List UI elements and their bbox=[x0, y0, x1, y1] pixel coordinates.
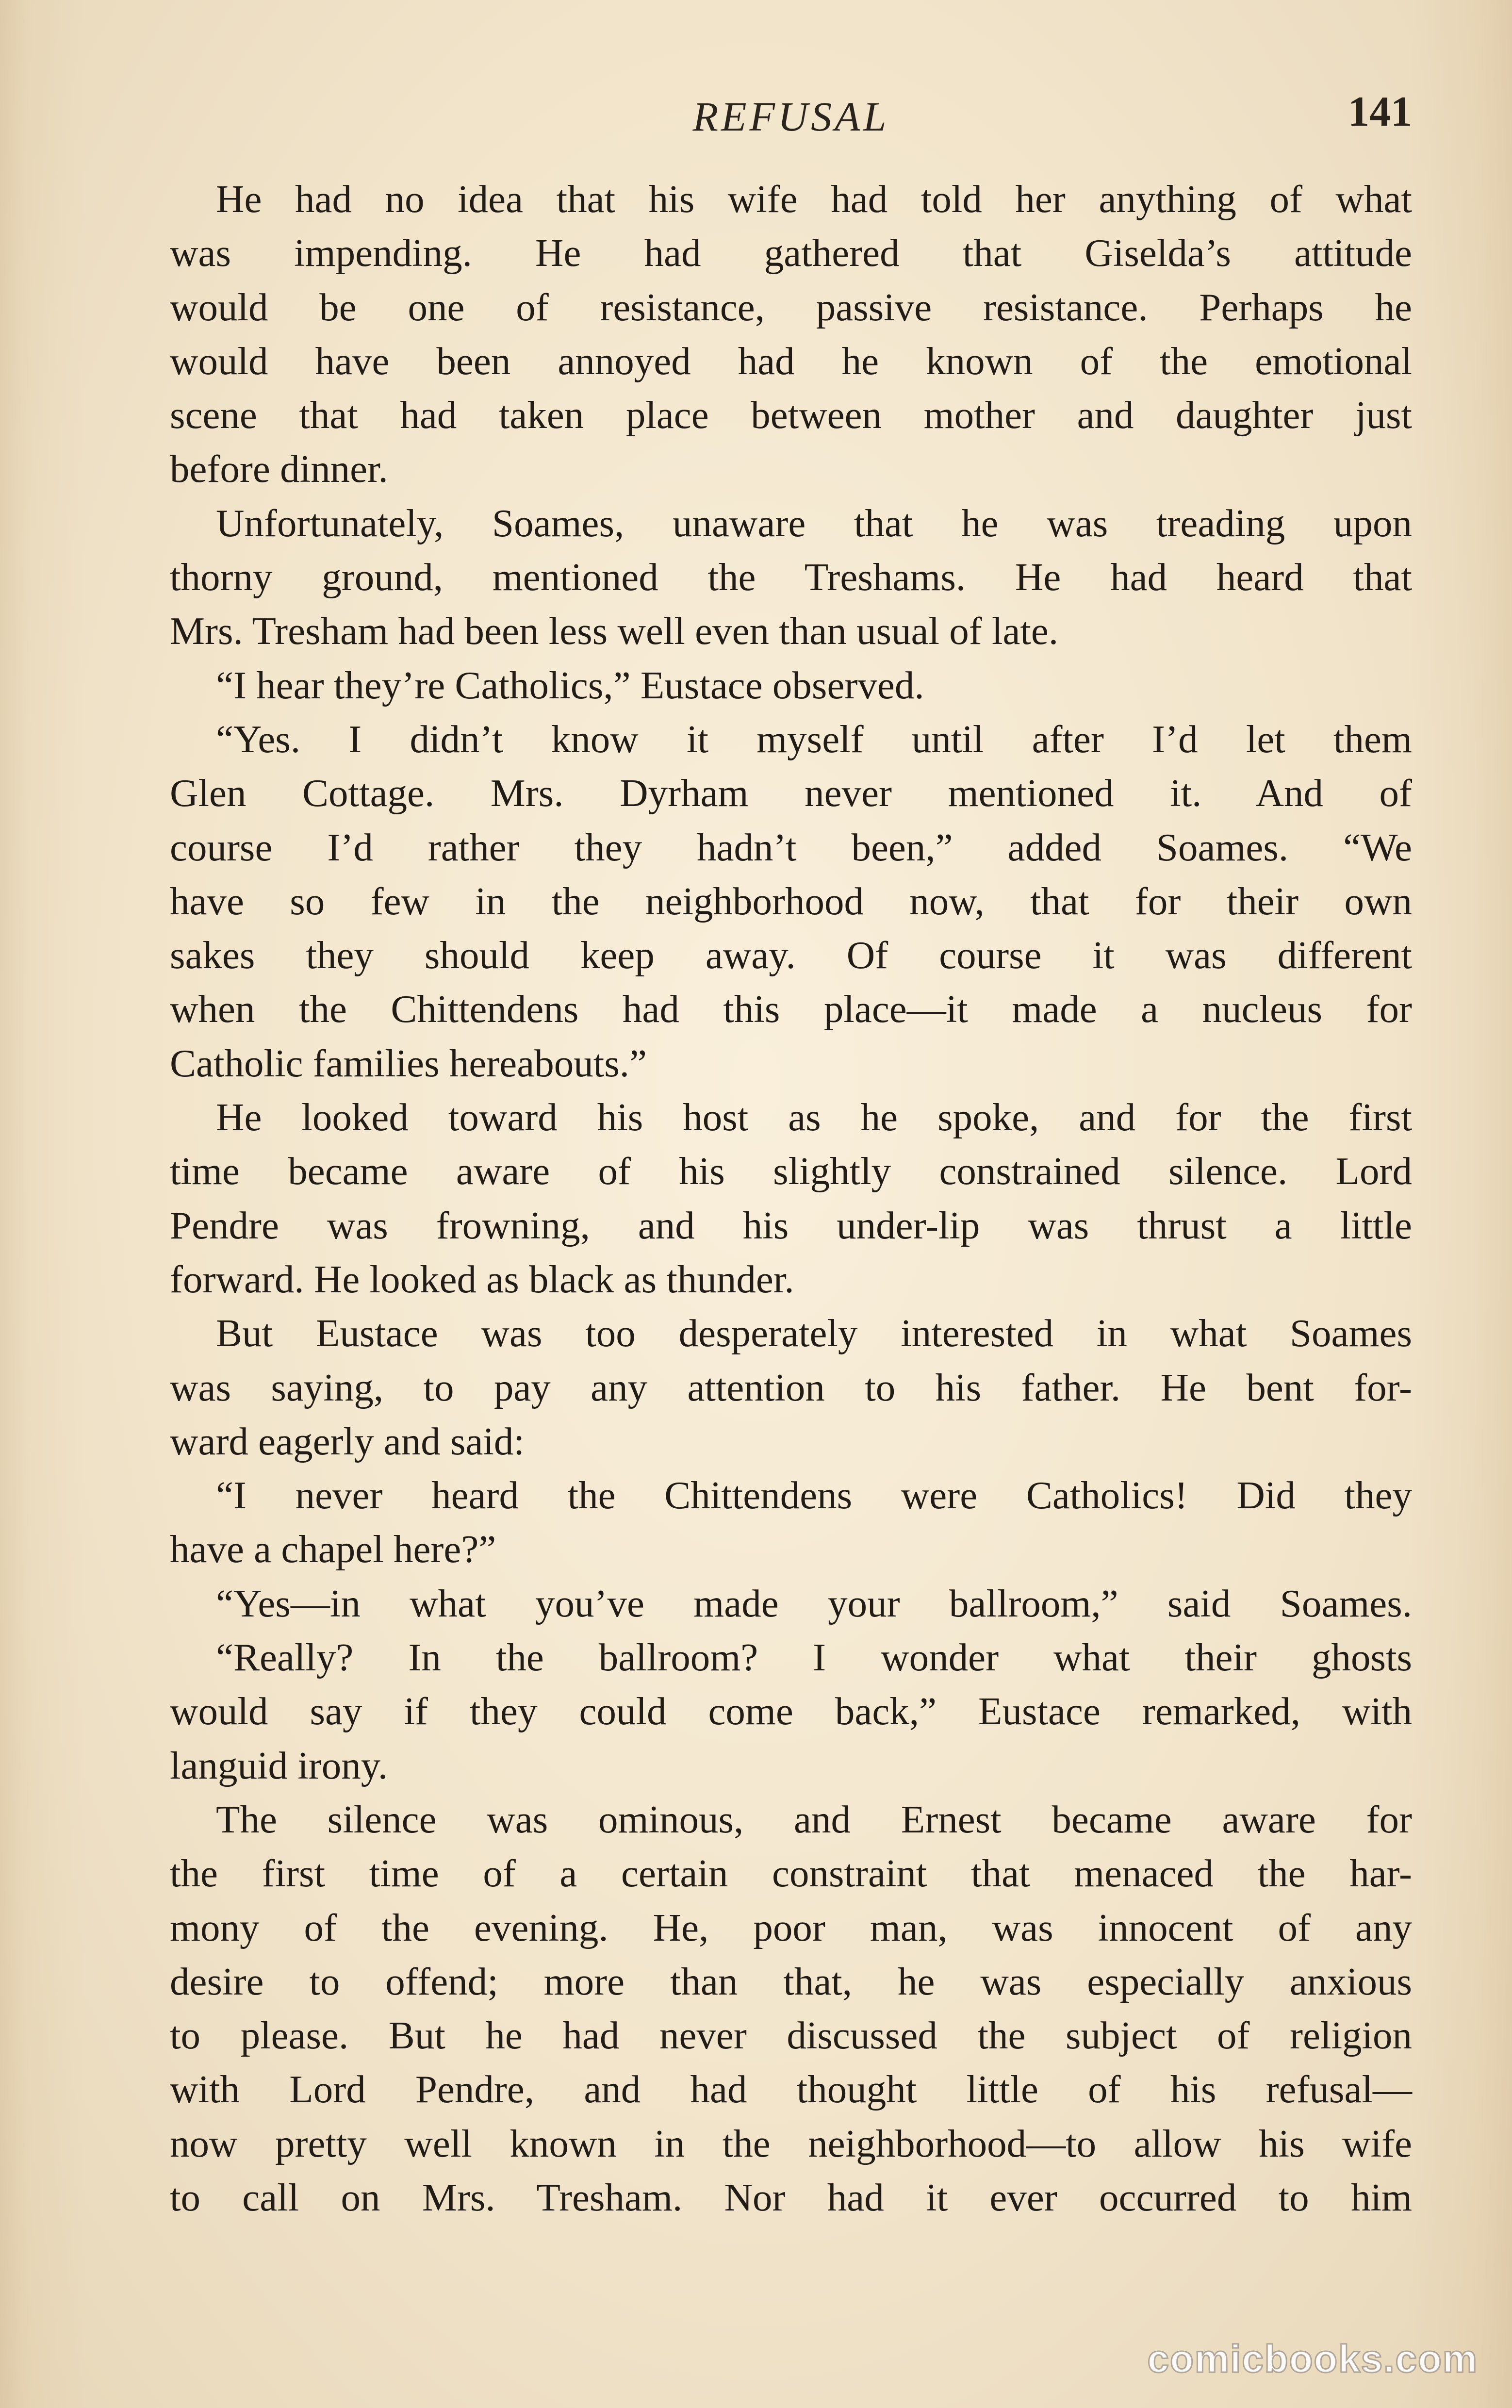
text-line: “I never heard the Chittendens were Catholics! Did they bbox=[216, 1473, 1412, 1517]
running-title: REFUSAL bbox=[692, 93, 889, 140]
text-line: would have been annoyed had he known of the emotional bbox=[170, 339, 1412, 383]
text-line: desire to offend; more than that, he was especially anxious bbox=[170, 1959, 1412, 2003]
text-line: “I hear they’re Catholics,” Eustace observed. bbox=[216, 663, 924, 707]
text-line: He had no idea that his wife had told her anything of what bbox=[216, 177, 1412, 221]
body-text bbox=[170, 172, 1412, 2225]
text-line: when the Chittendens had this place—it made a nucleus for bbox=[170, 987, 1412, 1031]
text-line: have a chapel here?” bbox=[170, 1527, 496, 1571]
text-line: thorny ground, mentioned the Treshams. He had heard that bbox=[170, 555, 1412, 599]
text-line: forward. He looked as black as thunder. bbox=[170, 1257, 794, 1301]
text-line: “Yes. I didn’t know it myself until after I’d let them bbox=[216, 717, 1412, 761]
watermark: comicbooks.com bbox=[1147, 2337, 1478, 2380]
text-line: before dinner. bbox=[170, 447, 388, 491]
text-line: would be one of resistance, passive resistance. Perhaps he bbox=[170, 285, 1412, 329]
text-line: the first time of a certain constraint that menaced the har- bbox=[170, 1851, 1412, 1896]
text-line: ward eagerly and said: bbox=[170, 1419, 525, 1463]
text-line: sakes they should keep away. Of course it was different bbox=[170, 933, 1412, 977]
text-line: “Yes—in what you’ve made your ballroom,” said Soames. bbox=[216, 1581, 1412, 1625]
text-line: “Really? In the ballroom? I wonder what their ghosts bbox=[216, 1635, 1412, 1680]
text-line: with Lord Pendre, and had thought little of his refusal— bbox=[170, 2067, 1412, 2111]
text-line: have so few in the neighborhood now, that for their own bbox=[170, 879, 1412, 923]
text-line: languid irony. bbox=[170, 1743, 388, 1787]
text-line: Catholic families hereabouts.” bbox=[170, 1041, 647, 1085]
text-line: to call on Mrs. Tresham. Nor had it ever occurred to him bbox=[170, 2175, 1412, 2219]
text-line: course I’d rather they hadn’t been,” added Soames. “We bbox=[170, 825, 1412, 869]
text-line: He looked toward his host as he spoke, and for the first bbox=[216, 1095, 1412, 1139]
text-line: mony of the evening. He, poor man, was innocent of any bbox=[170, 1905, 1412, 1949]
text-line: Pendre was frowning, and his under-lip was thrust a little bbox=[170, 1203, 1412, 1247]
text-line: to please. But he had never discussed the subject of religion bbox=[170, 2013, 1412, 2058]
text-line: The silence was ominous, and Ernest became aware for bbox=[216, 1797, 1412, 1841]
text-line: Mrs. Tresham had been less well even than usual of late. bbox=[170, 609, 1059, 653]
text-line: now pretty well known in the neighborhood—to allow his wife bbox=[170, 2121, 1412, 2165]
text-line: was impending. He had gathered that Giselda’s attitude bbox=[170, 231, 1412, 275]
text-line: scene that had taken place between mother and daughter just bbox=[170, 393, 1412, 437]
running-head bbox=[170, 87, 1412, 150]
text-line: But Eustace was too desperately interested in what Soames bbox=[216, 1311, 1412, 1355]
page-number: 141 bbox=[1348, 88, 1412, 135]
text-line: time became aware of his slightly constrained silence. Lord bbox=[170, 1149, 1412, 1193]
text-line: would say if they could come back,” Eustace remarked, with bbox=[170, 1689, 1412, 1733]
text-line: was saying, to pay any attention to his father. He bent for- bbox=[170, 1365, 1412, 1409]
text-line: Unfortunately, Soames, unaware that he was treading upon bbox=[216, 501, 1412, 545]
text-line: Glen Cottage. Mrs. Dyrham never mentioned it. And of bbox=[170, 771, 1412, 815]
